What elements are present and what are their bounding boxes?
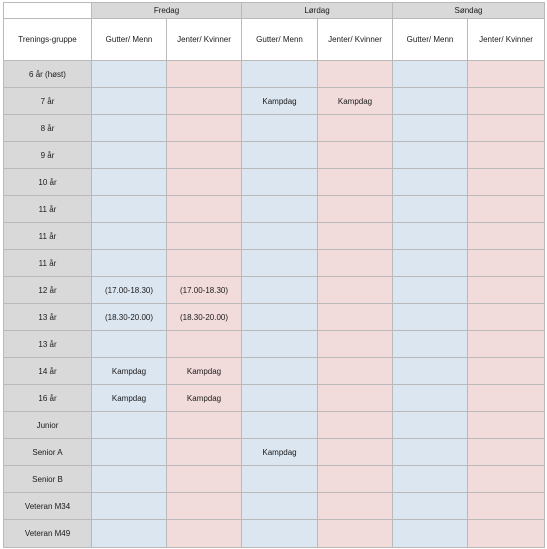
sunday-girls-cell <box>468 61 545 88</box>
saturday-girls-cell <box>318 358 393 385</box>
saturday-boys-cell: Kampdag <box>242 88 318 115</box>
sunday-boys-cell <box>393 223 468 250</box>
day-header-friday: Fredag <box>92 3 242 19</box>
saturday-boys-header: Gutter/ Menn <box>242 19 318 61</box>
group-cell: 8 år <box>4 115 92 142</box>
saturday-boys-cell <box>242 385 318 412</box>
sunday-girls-cell <box>468 520 545 548</box>
sunday-boys-cell <box>393 493 468 520</box>
friday-boys-cell <box>92 115 167 142</box>
table-row <box>4 385 545 412</box>
group-cell: 6 år (høst) <box>4 61 92 88</box>
saturday-boys-cell: Kampdag <box>242 439 318 466</box>
saturday-girls-cell <box>318 439 393 466</box>
sunday-girls-cell <box>468 115 545 142</box>
day-header-row <box>4 3 545 19</box>
friday-girls-cell <box>167 439 242 466</box>
group-cell: 9 år <box>4 142 92 169</box>
sunday-girls-header: Jenter/ Kvinner <box>468 19 545 61</box>
saturday-girls-cell <box>318 385 393 412</box>
saturday-girls-cell <box>318 61 393 88</box>
table-row <box>4 520 545 548</box>
table-row <box>4 196 545 223</box>
table-row <box>4 277 545 304</box>
sunday-girls-cell <box>468 331 545 358</box>
friday-boys-cell <box>92 196 167 223</box>
group-cell: 11 år <box>4 223 92 250</box>
friday-boys-cell <box>92 331 167 358</box>
saturday-girls-cell <box>318 520 393 548</box>
friday-girls-cell <box>167 142 242 169</box>
friday-boys-cell: Kampdag <box>92 358 167 385</box>
table-row <box>4 412 545 439</box>
saturday-boys-cell <box>242 331 318 358</box>
group-cell: 16 år <box>4 385 92 412</box>
column-header-row <box>4 19 545 61</box>
saturday-girls-cell <box>318 250 393 277</box>
friday-girls-cell <box>167 520 242 548</box>
table-row <box>4 142 545 169</box>
table-row <box>4 331 545 358</box>
saturday-boys-cell <box>242 250 318 277</box>
sunday-boys-cell <box>393 277 468 304</box>
friday-girls-cell: Kampdag <box>167 385 242 412</box>
table-row <box>4 493 545 520</box>
friday-boys-cell <box>92 88 167 115</box>
saturday-boys-cell <box>242 304 318 331</box>
friday-boys-cell <box>92 223 167 250</box>
saturday-boys-cell <box>242 412 318 439</box>
table-row <box>4 61 545 88</box>
saturday-boys-cell <box>242 520 318 548</box>
friday-boys-cell <box>92 520 167 548</box>
friday-boys-cell: (18.30-20.00) <box>92 304 167 331</box>
group-cell: 13 år <box>4 331 92 358</box>
friday-boys-cell <box>92 412 167 439</box>
sunday-boys-cell <box>393 142 468 169</box>
sunday-girls-cell <box>468 142 545 169</box>
saturday-girls-cell <box>318 277 393 304</box>
table-row <box>4 223 545 250</box>
saturday-girls-cell <box>318 223 393 250</box>
saturday-boys-cell <box>242 115 318 142</box>
friday-girls-cell: Kampdag <box>167 358 242 385</box>
saturday-girls-cell <box>318 196 393 223</box>
saturday-girls-cell <box>318 142 393 169</box>
friday-girls-header: Jenter/ Kvinner <box>167 19 242 61</box>
saturday-girls-cell <box>318 412 393 439</box>
sunday-boys-cell <box>393 115 468 142</box>
saturday-girls-cell <box>318 169 393 196</box>
group-cell: 13 år <box>4 304 92 331</box>
friday-girls-cell <box>167 412 242 439</box>
saturday-girls-cell <box>318 115 393 142</box>
sunday-boys-cell <box>393 385 468 412</box>
table-row <box>4 250 545 277</box>
sunday-boys-cell <box>393 439 468 466</box>
saturday-boys-cell <box>242 169 318 196</box>
friday-boys-cell <box>92 439 167 466</box>
friday-boys-cell: Kampdag <box>92 385 167 412</box>
sunday-boys-cell <box>393 196 468 223</box>
friday-boys-cell <box>92 466 167 493</box>
training-schedule-table <box>3 2 545 548</box>
group-column-header: Trenings-gruppe <box>4 19 92 61</box>
saturday-girls-cell <box>318 304 393 331</box>
table-row <box>4 466 545 493</box>
sunday-boys-cell <box>393 412 468 439</box>
friday-girls-cell <box>167 169 242 196</box>
group-cell: Veteran M49 <box>4 520 92 548</box>
friday-boys-cell: (17.00-18.30) <box>92 277 167 304</box>
friday-boys-cell <box>92 493 167 520</box>
group-cell: 12 år <box>4 277 92 304</box>
table-row <box>4 439 545 466</box>
friday-girls-cell <box>167 250 242 277</box>
friday-girls-cell <box>167 493 242 520</box>
sunday-girls-cell <box>468 466 545 493</box>
friday-girls-cell: (18.30-20.00) <box>167 304 242 331</box>
group-cell: Senior A <box>4 439 92 466</box>
sunday-girls-cell <box>468 412 545 439</box>
sunday-boys-header: Gutter/ Menn <box>393 19 468 61</box>
friday-boys-cell <box>92 142 167 169</box>
corner-cell <box>4 3 92 19</box>
sunday-girls-cell <box>468 277 545 304</box>
group-cell: Senior B <box>4 466 92 493</box>
sunday-girls-cell <box>468 493 545 520</box>
friday-boys-cell <box>92 61 167 88</box>
friday-girls-cell <box>167 61 242 88</box>
sunday-girls-cell <box>468 88 545 115</box>
group-cell: 7 år <box>4 88 92 115</box>
sunday-boys-cell <box>393 61 468 88</box>
sunday-girls-cell <box>468 304 545 331</box>
sunday-boys-cell <box>393 358 468 385</box>
saturday-boys-cell <box>242 142 318 169</box>
sunday-boys-cell <box>393 304 468 331</box>
sunday-boys-cell <box>393 169 468 196</box>
friday-girls-cell <box>167 115 242 142</box>
friday-boys-header: Gutter/ Menn <box>92 19 167 61</box>
friday-boys-cell <box>92 250 167 277</box>
group-cell: 14 år <box>4 358 92 385</box>
table-row <box>4 88 545 115</box>
day-header-saturday: Lørdag <box>242 3 393 19</box>
saturday-boys-cell <box>242 61 318 88</box>
group-cell: 11 år <box>4 250 92 277</box>
saturday-boys-cell <box>242 358 318 385</box>
saturday-boys-cell <box>242 196 318 223</box>
saturday-girls-cell <box>318 466 393 493</box>
group-cell: 11 år <box>4 196 92 223</box>
sunday-girls-cell <box>468 439 545 466</box>
saturday-girls-cell <box>318 493 393 520</box>
group-cell: 10 år <box>4 169 92 196</box>
saturday-boys-cell <box>242 466 318 493</box>
table-row <box>4 358 545 385</box>
sunday-boys-cell <box>393 250 468 277</box>
friday-boys-cell <box>92 169 167 196</box>
friday-girls-cell: (17.00-18.30) <box>167 277 242 304</box>
sunday-girls-cell <box>468 358 545 385</box>
sunday-boys-cell <box>393 331 468 358</box>
sunday-girls-cell <box>468 169 545 196</box>
table-row <box>4 169 545 196</box>
sunday-girls-cell <box>468 250 545 277</box>
friday-girls-cell <box>167 223 242 250</box>
saturday-boys-cell <box>242 277 318 304</box>
friday-girls-cell <box>167 88 242 115</box>
saturday-girls-cell: Kampdag <box>318 88 393 115</box>
group-cell: Junior <box>4 412 92 439</box>
friday-girls-cell <box>167 196 242 223</box>
saturday-girls-cell <box>318 331 393 358</box>
sunday-girls-cell <box>468 196 545 223</box>
table-row <box>4 115 545 142</box>
friday-girls-cell <box>167 331 242 358</box>
sunday-girls-cell <box>468 223 545 250</box>
group-cell: Veteran M34 <box>4 493 92 520</box>
saturday-girls-header: Jenter/ Kvinner <box>318 19 393 61</box>
day-header-sunday: Søndag <box>393 3 545 19</box>
saturday-boys-cell <box>242 223 318 250</box>
table-row <box>4 304 545 331</box>
friday-girls-cell <box>167 466 242 493</box>
sunday-girls-cell <box>468 385 545 412</box>
sunday-boys-cell <box>393 466 468 493</box>
sunday-boys-cell <box>393 520 468 548</box>
schedule-body <box>4 61 545 548</box>
saturday-boys-cell <box>242 493 318 520</box>
sunday-boys-cell <box>393 88 468 115</box>
